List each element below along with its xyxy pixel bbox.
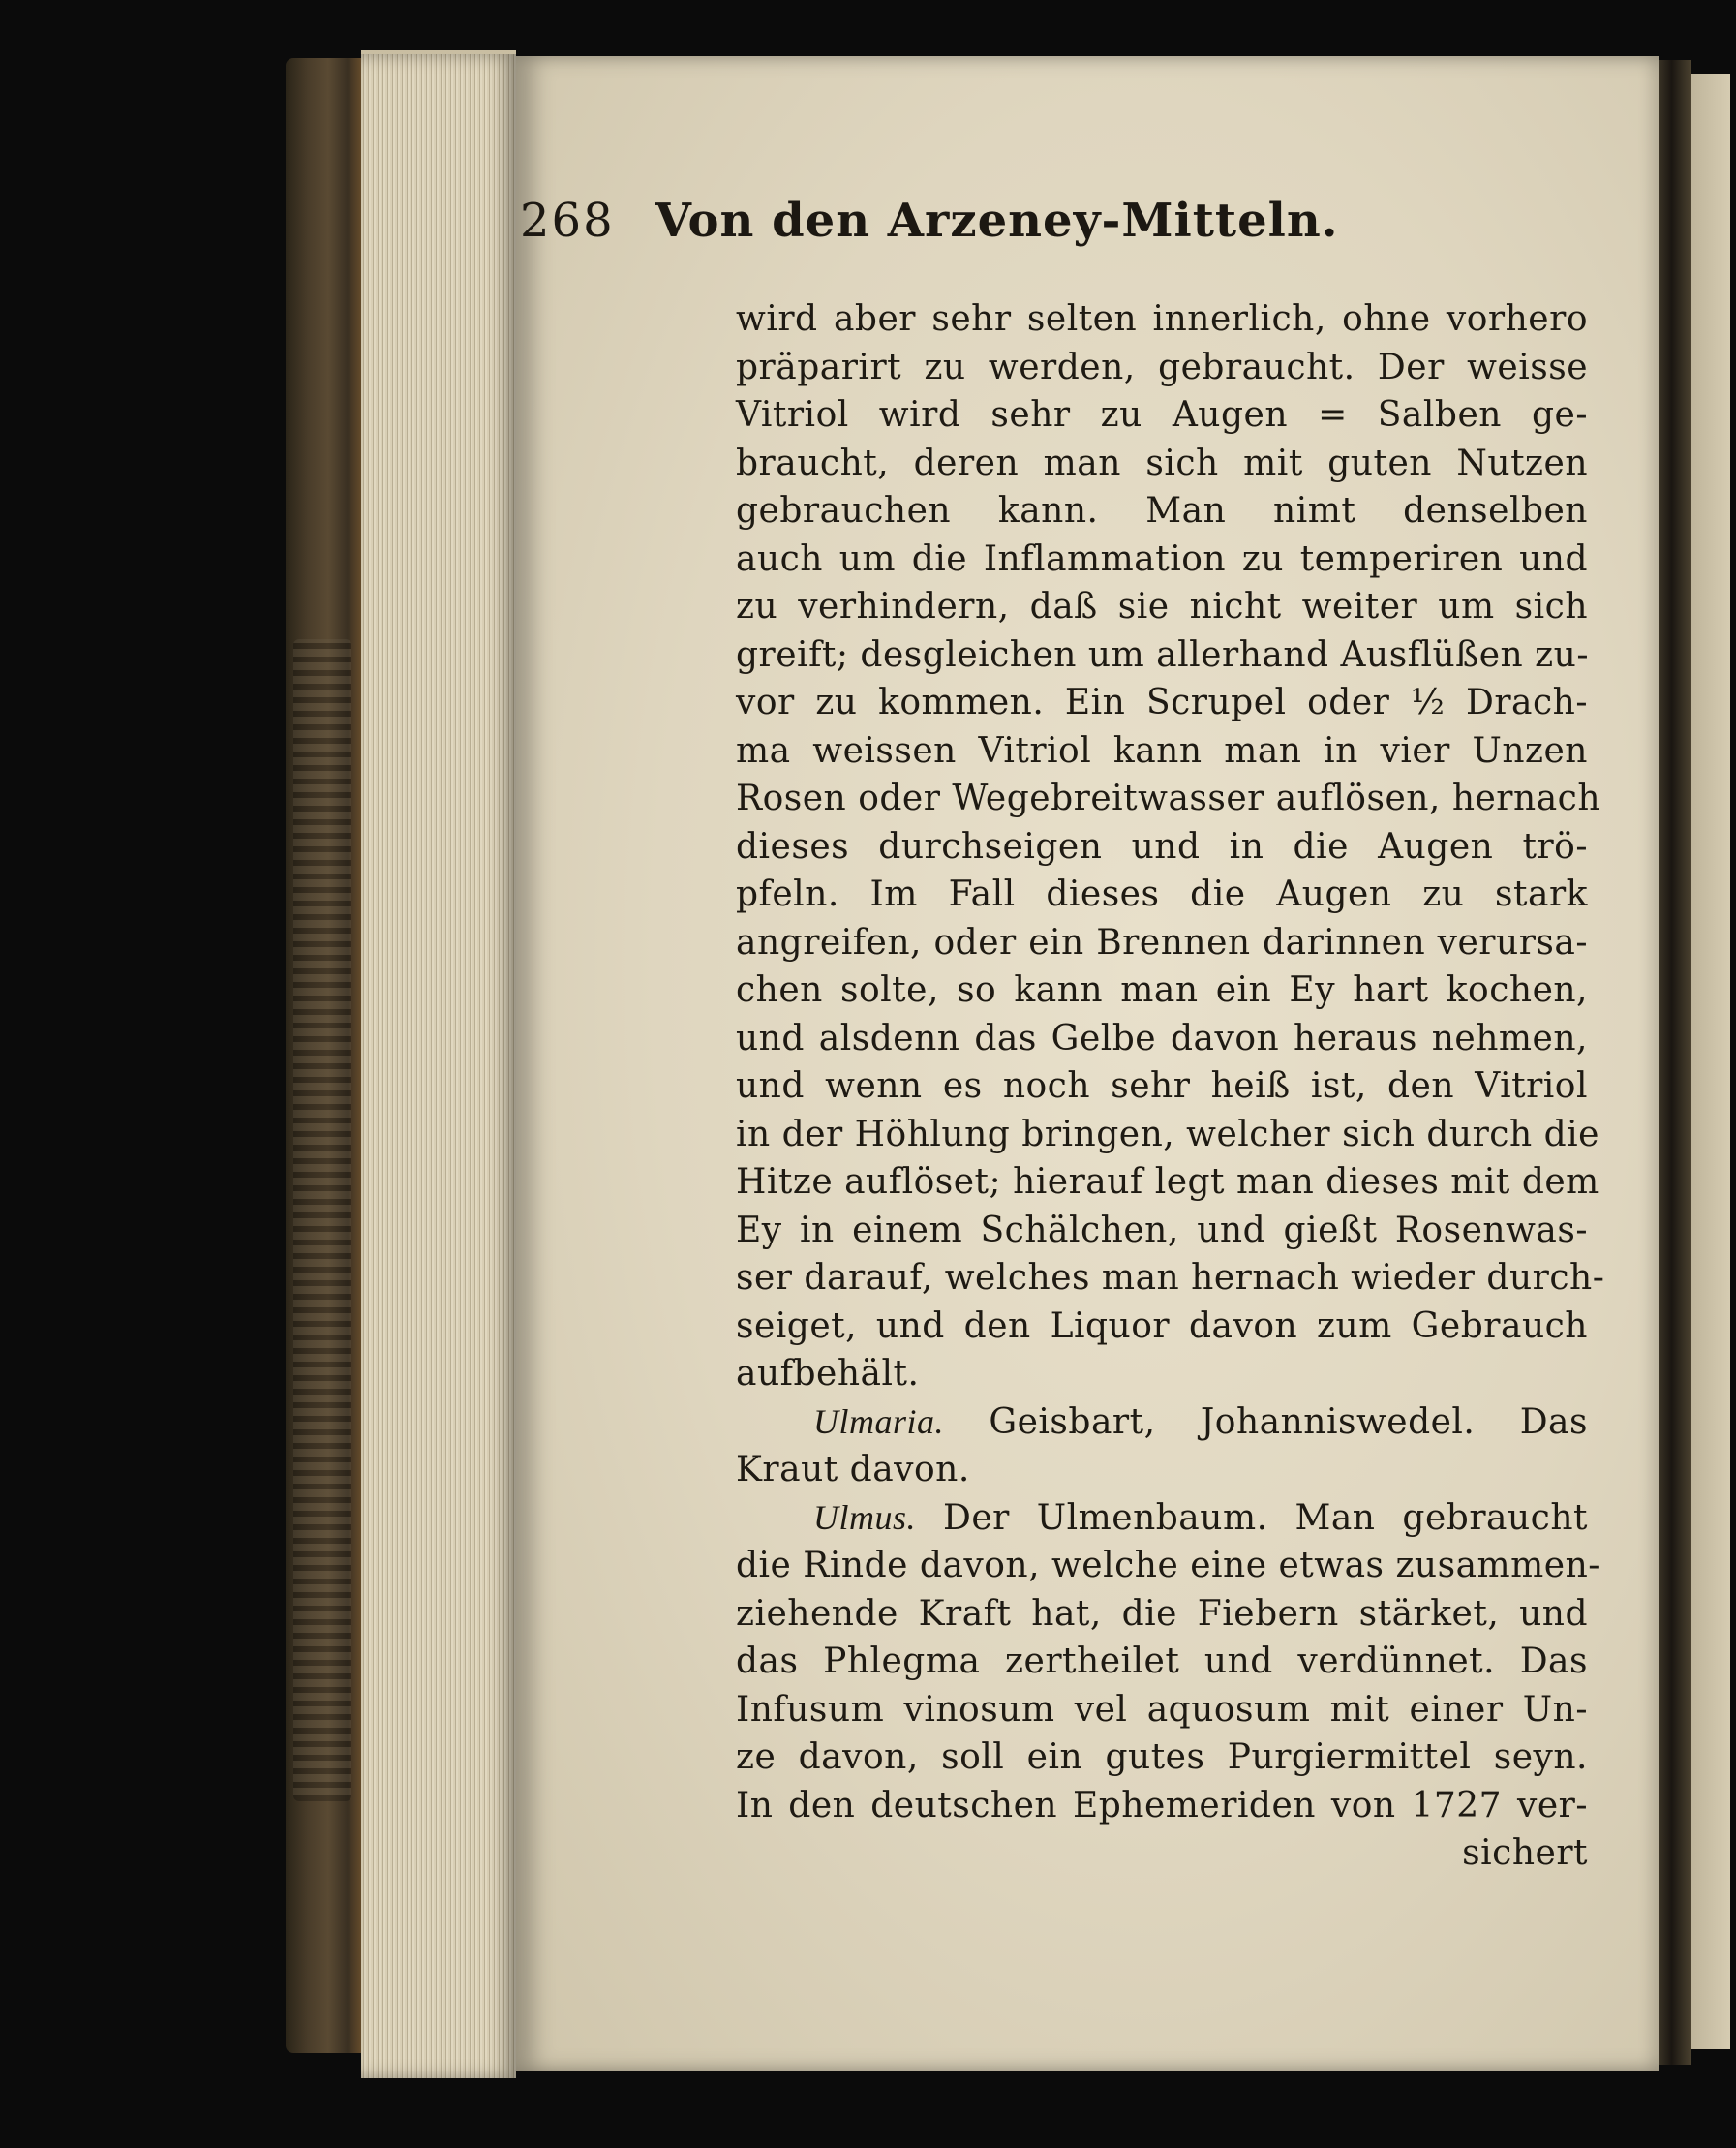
text-line: ma weissen Vitriol kann man in vier Unzen bbox=[736, 730, 1588, 771]
entry-text: Der Ulmenbaum. Man gebraucht bbox=[942, 1497, 1588, 1538]
page-header bbox=[520, 194, 1478, 261]
entry-term: Ulmus. bbox=[813, 1497, 917, 1537]
running-head: Von den Arzeney-Mitteln. bbox=[655, 194, 1339, 248]
catchword: sichert bbox=[1462, 1833, 1588, 1873]
text-line: ser darauf, welches man hernach wieder durch- bbox=[736, 1258, 1605, 1298]
entry-text: Geisbart, Johanniswedel. Das bbox=[989, 1401, 1588, 1442]
text-line: und alsdenn das Gelbe davon heraus nehmen, bbox=[736, 1018, 1588, 1059]
text-line: das Phlegma zertheilet und verdünnet. Das bbox=[736, 1642, 1588, 1681]
text-line: pfeln. Im Fall dieses die Augen zu stark bbox=[736, 875, 1588, 914]
text-line: ze davon, soll ein gutes Purgiermittel seyn. bbox=[736, 1737, 1588, 1777]
body-text bbox=[736, 295, 1605, 1878]
spine-wear bbox=[293, 639, 351, 1801]
page-number: 268 bbox=[520, 194, 615, 248]
text-line: ziehende Kraft hat, die Fiebern stärket, und bbox=[736, 1593, 1588, 1634]
text-line: in der Höhlung bringen, welcher sich durch die bbox=[736, 1114, 1599, 1154]
entry-term: Ulmaria. bbox=[813, 1401, 945, 1441]
text-line: angreifen, oder ein Brennen darinnen verursa- bbox=[736, 922, 1588, 963]
text-line: Hitze auflöset; hierauf legt man dieses mit dem bbox=[736, 1162, 1599, 1202]
text-line: aufbehält. bbox=[736, 1354, 920, 1394]
text-line: die Rinde davon, welche eine etwas zusammen- bbox=[736, 1546, 1600, 1585]
entry-ulmus bbox=[736, 1494, 1588, 1543]
text-line: braucht, deren man sich mit guten Nutzen bbox=[736, 443, 1588, 483]
text-line: auch um die Inflammation zu temperiren und bbox=[736, 538, 1588, 579]
text-line: In den deutschen Ephemeriden von 1727 ver- bbox=[736, 1785, 1588, 1826]
text-line: gebrauchen kann. Man nimt denselben bbox=[736, 491, 1588, 531]
text-line: Kraut davon. bbox=[736, 1450, 970, 1489]
page-edges bbox=[361, 50, 516, 2078]
text-line: zu verhindern, daß sie nicht weiter um sich bbox=[736, 587, 1588, 627]
text-line: und wenn es noch sehr heiß ist, den Vitriol bbox=[736, 1066, 1588, 1106]
text-line: Infusum vinosum vel aquosum mit einer Un- bbox=[736, 1689, 1588, 1730]
facing-page-edge bbox=[1691, 74, 1730, 2049]
text-line: Rosen oder Wegebreitwasser auflösen, hernach bbox=[736, 779, 1601, 818]
text-line: Ey in einem Schälchen, und gießt Rosenwas- bbox=[736, 1210, 1588, 1250]
text-line: chen solte, so kann man ein Ey hart kochen, bbox=[736, 970, 1588, 1010]
gutter bbox=[1659, 60, 1691, 2065]
text-line: präparirt zu werden, gebraucht. Der weisse bbox=[736, 347, 1588, 387]
entry-ulmaria bbox=[736, 1398, 1588, 1447]
text-line: Vitriol wird sehr zu Augen = Salben ge- bbox=[736, 395, 1588, 435]
text-line: dieses durchseigen und in die Augen trö- bbox=[736, 826, 1588, 867]
book-spine bbox=[286, 58, 363, 2053]
text-line: seiget, und den Liquor davon zum Gebrauch bbox=[736, 1305, 1588, 1346]
text-line: vor zu kommen. Ein Scrupel oder ½ Drach- bbox=[736, 683, 1588, 722]
text-line: greift; desgleichen um allerhand Ausflüßen zu- bbox=[736, 634, 1589, 675]
text-line: wird aber sehr selten innerlich, ohne vorhero bbox=[736, 299, 1588, 339]
